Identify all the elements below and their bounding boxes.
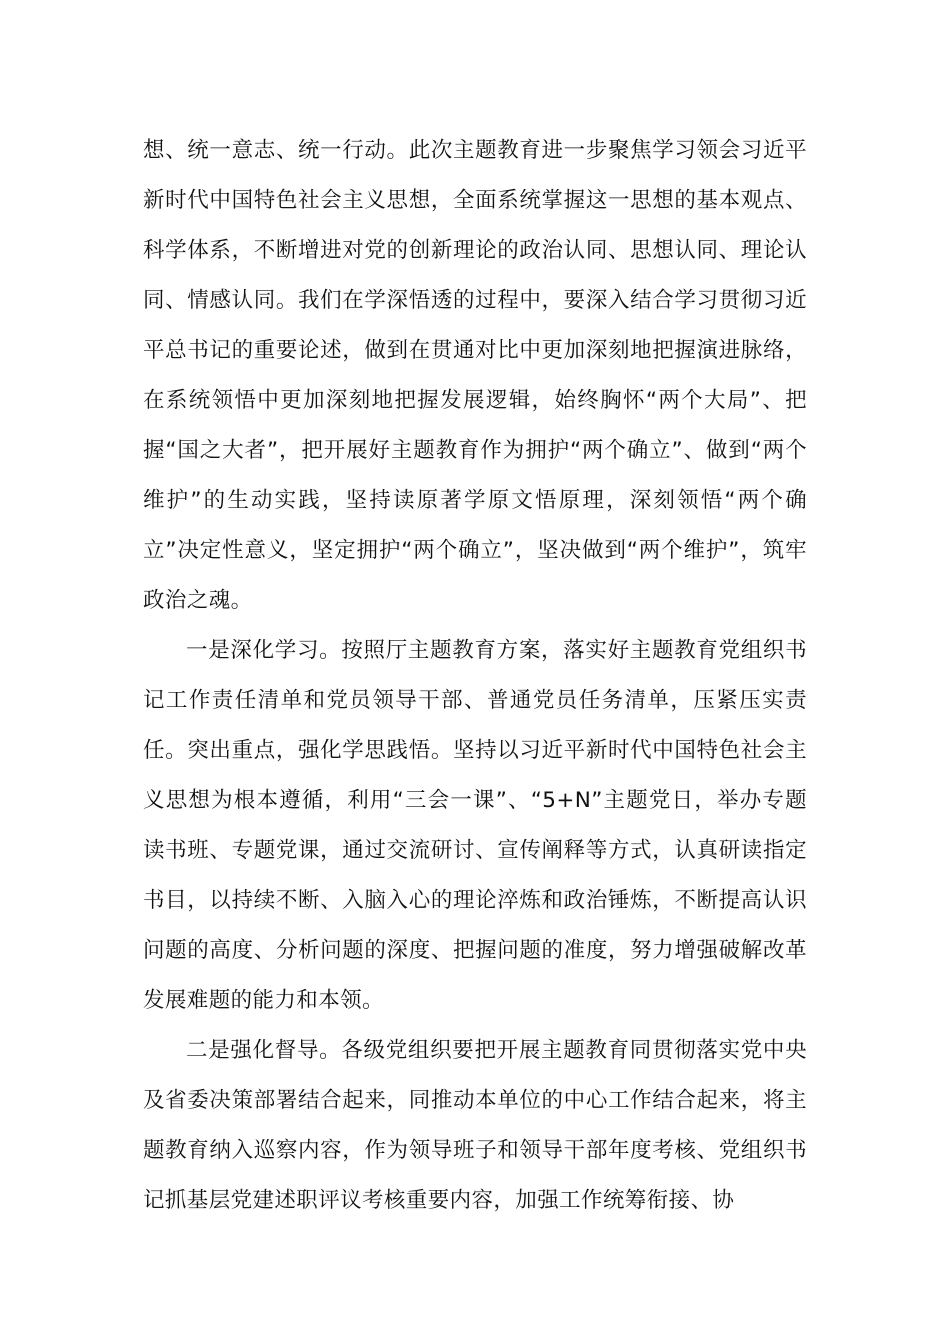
paragraph-strengthen-supervision: 二是强化督导。各级党组织要把开展主题教育同贯彻落实党中央及省委决策部署结合起来，同推动本单位的中心工作结合起来，将主题教育纳入巡察内容，作为领导班子和领导干部年度考核、党组织书记抓基层党建述职评议考核重要内容，加强工作统筹衔接、协 [143,1038,807,1213]
document-body [143,126,807,1226]
paragraph-deepen-study: 一是深化学习。按照厅主题教育方案，落实好主题教育党组织书记工作责任清单和党员领导干部、普通党员任务清单，压紧压实责任。突出重点，强化学思践悟。坚持以习近平新时代中国特色社会主义思想为根本遵循，利用“三会一课”、“5+N”主题党日，举办专题读书班、专题党课，通过交流研讨、宣传阐释等方式，认真研读指定书目，以持续不断、入脑入心的理论淬炼和政治锤炼，不断提高认识问题的高度、分析问题的深度、把握问题的准度，努力增强破解改革发展难题的能力和本领。 [143,638,807,1013]
paragraph-intro-continuation: 想、统一意志、统一行动。此次主题教育进一步聚焦学习领会习近平新时代中国特色社会主义思想，全面系统掌握这一思想的基本观点、科学体系，不断增进对党的创新理论的政治认同、思想认同、理论认同、情感认同。我们在学深悟透的过程中，要深入结合学习贯彻习近平总书记的重要论述，做到在贯通对比中更加深刻地把握演进脉络，在系统领悟中更加深刻地把握发展逻辑，始终胸怀“两个大局”、把握“国之大者”，把开展好主题教育作为拥护“两个确立”、做到“两个维护”的生动实践，坚持读原著学原文悟原理，深刻领悟“两个确立”决定性意义，坚定拥护“两个确立”，坚决做到“两个维护”，筑牢政治之魂。 [143,138,807,613]
